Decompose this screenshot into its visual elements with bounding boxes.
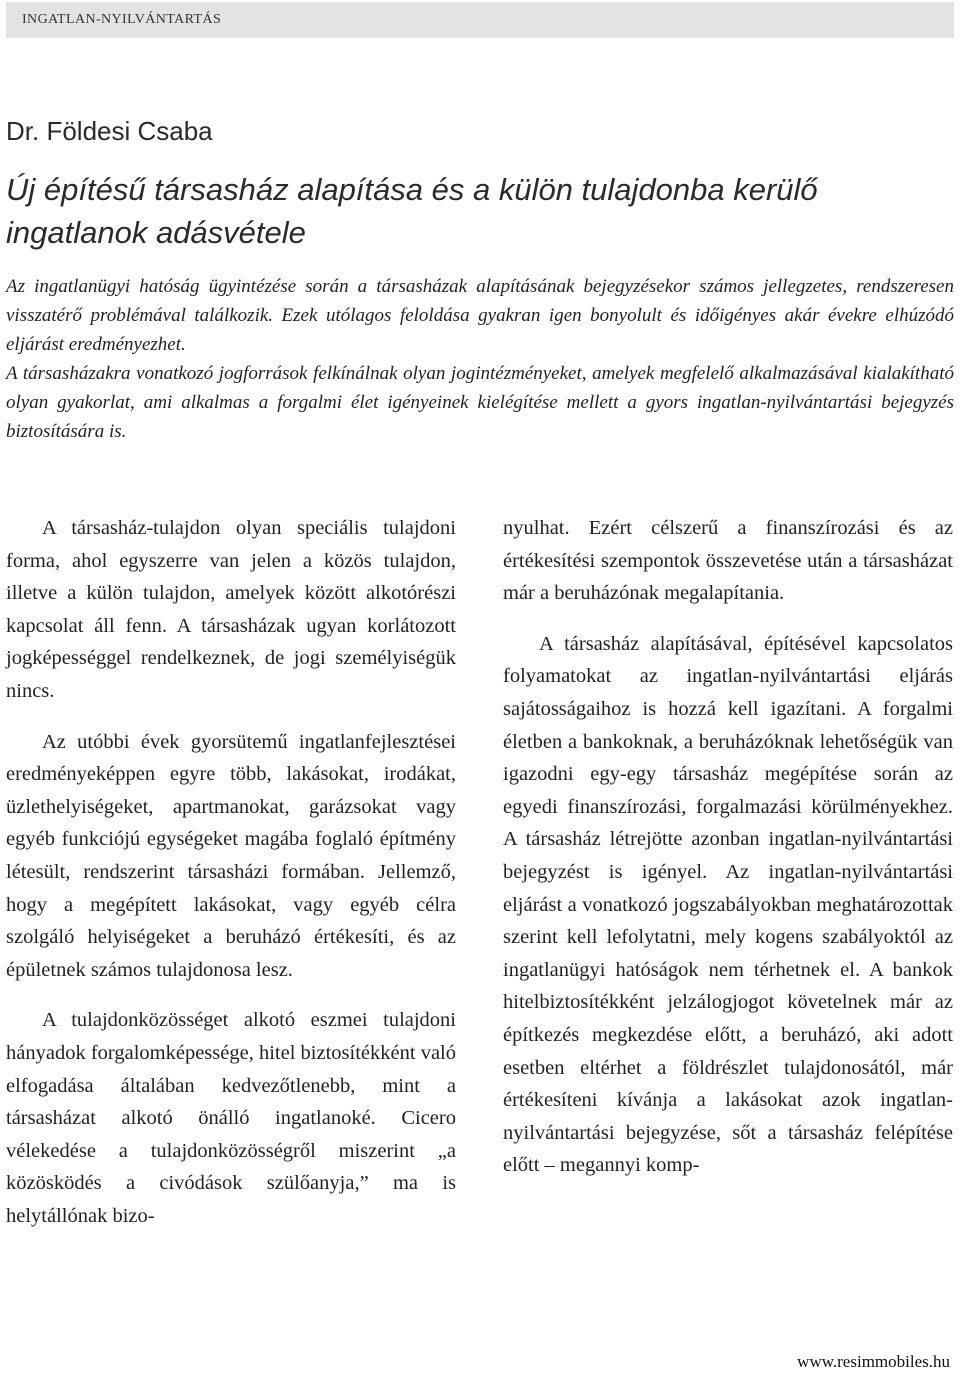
left-text-column xyxy=(6,512,456,1250)
body-paragraph: A társasház-tulajdon olyan speciális tulajdoni forma, ahol egyszerre van jelen a közös tulajdon, illetve a külön tulajdon, amelyek között alkotórészi kapcsolat áll fenn. A társasházak ugyan korlátozott jogképességgel rendelkeznek, de jogi személyiségük nincs. xyxy=(6,517,456,702)
lead-paragraph: Az ingatlanügyi hatóság ügyintézése során a társasházak alapításának bejegyzésekor számos jellegzetes, rendszeresen visszatérő problémával találkozik. Ezek utólagos feloldása gyakran igen bonyolult és időigényes akár évekre elhúzódó eljárást eredményezhet. xyxy=(6,276,954,355)
article-lead xyxy=(6,272,954,446)
footer-website-link[interactable]: www.resimmobiles.hu xyxy=(797,1352,950,1371)
section-label: INGATLAN-NYILVÁNTARTÁS xyxy=(22,12,222,27)
body-paragraph-continued: nyulhat. Ezért célszerű a finanszírozási és az értékesítési szempontok összevetése után a társasházat már a beruházónak megalapítania. xyxy=(503,517,953,605)
section-header-bar xyxy=(6,2,954,38)
body-paragraph: A tulajdonközösséget alkotó eszmei tulajdoni hányadok forgalomképessége, hitel biztosítékként való elfogadása általában kedvezőtlenebb, mint a társasházat alkotó önálló ingatlanoké. Cicero vélekedése a tulajdonközösségről miszerint „a közösködés a civódások szülőanyja,” ma is helytállónak bizo- xyxy=(6,1009,456,1227)
article-author: Dr. Földesi Csaba xyxy=(6,116,213,146)
body-paragraph: Az utóbbi évek gyorsütemű ingatlanfejlesztései eredményeképpen egyre több, lakásokat, irodákat, üzlethelyiségeket, apartmanokat, garázsokat vagy egyéb funkciójú egységeket magába foglaló építmény létesült, rendszerint társasházi formában. Jellemző, hogy a megépített lakásokat, vagy egyéb célra szolgáló helyiségeket a beruházó értékesíti, és az épületnek számos tulajdonosa lesz. xyxy=(6,730,456,981)
lead-paragraph: A társasházakra vonatkozó jogforrások felkínálnak olyan jogintézményeket, amelyek megfelelő alkalmazásával kialakítható olyan gyakorlat, ami alkalmas a forgalmi élet igényeinek kielégítése mellett a gyors ingatlan-nyilvántartási bejegyzés biztosítására is. xyxy=(6,363,954,442)
article-title: Új építésű társasház alapítása és a külön tulajdonba kerülő ingatlanok adásvétele xyxy=(6,172,818,250)
right-text-column xyxy=(503,512,953,1200)
body-paragraph: A társasház alapításával, építésével kapcsolatos folyamatokat az ingatlan-nyilvántartási eljárás sajátosságaihoz is hozzá kell igazítani. A forgalmi életben a bankoknak, a beruházóknak lehetőségük van igazodni egy-egy társasház megépítése során az egyedi finanszírozási, forgalmazási körülményekhez. A társasház létrejötte azonban ingatlan-nyilvántartási bejegyzést is igényel. Az ingatlan-nyilvántartási eljárást a vonatkozó jogszabályokban meghatározottak szerint kell lefolytatni, mely kogens szabályoktól az ingatlanügyi hatóságok nem térhetnek el. A bankok hitelbiztosítékként jelzálogjogot követelnek már az építkezés megkezdése előtt, a beruházó, aki adott esetben eltérhet a földrészlet tulajdonosától, már értékesíteni kívánja a lakásokat azok ingatlan-nyilvántartási bejegyzése, sőt a társasház felépítése előtt – megannyi komp- xyxy=(503,632,953,1177)
